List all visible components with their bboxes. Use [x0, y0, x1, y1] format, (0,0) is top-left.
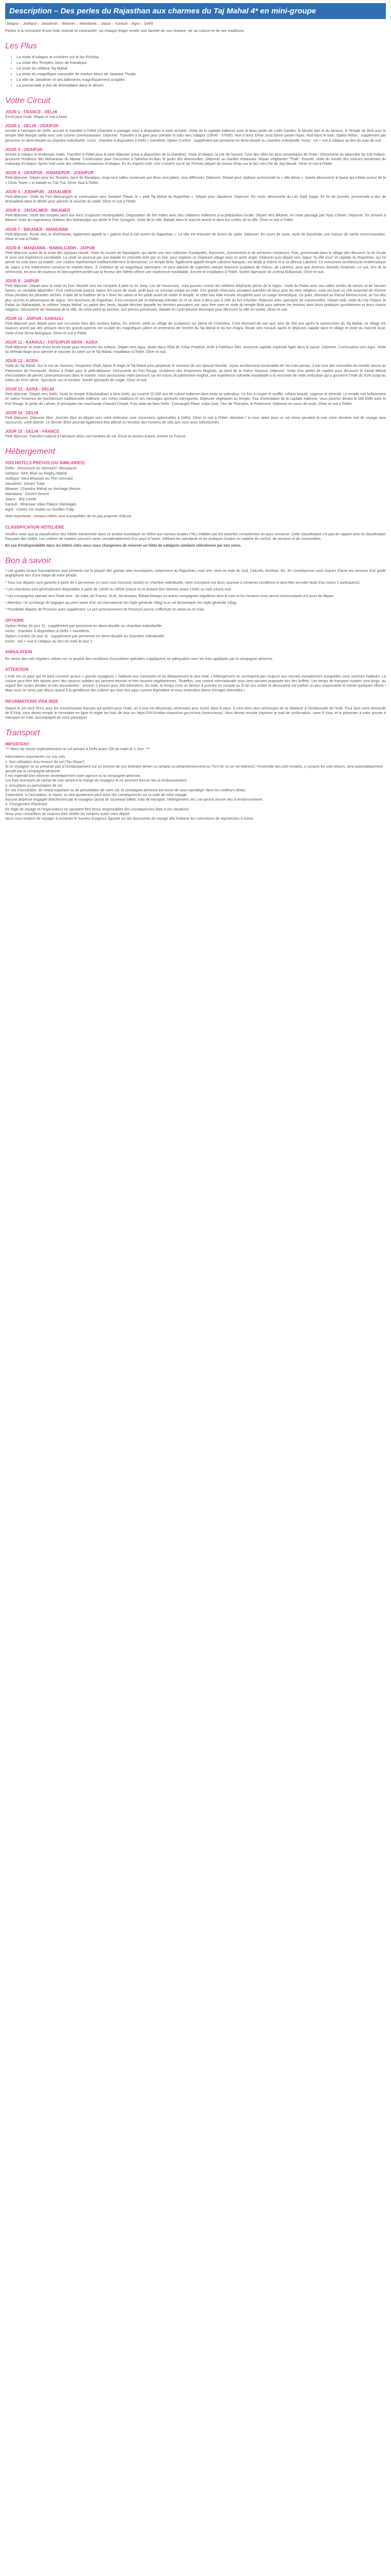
info-paragraph: * Les guides locaux francophones sont présents sur la plupart des grands sites touristiques, notamment au Rajasthan, mais très rares en Inde du Sud, Calcutta, Amritsar, etc. En conséquence vous risquez d'avoir les services d'un guide anglophone lors d'une étape de votre périple.: [5, 569, 386, 578]
option-line: Inclut : chambre à disposition à Delhi + transferts.: [5, 628, 90, 633]
info-paragraph: * Les compagnies opérant vers l'Inde sont : Air India, Air France, KLM, Jet Airways, Etihad Airways ou autres compagnies régulières dont le nom et les horaires vous seront communiqués à 8 jours du départ.: [5, 594, 335, 598]
accommodation-heading: Hébergement: [5, 447, 55, 456]
attention-text: L'Inde est un pays qui ne peut convenir qu'aux « grands voyageurs » habitués aux contrastes et au dépaysement le plus total. L'hébergement ne correspond pas toujours aux normes européennes auxquelles nous sommes habitués. La cuisine peut être très épicée avec des saveurs subtiles qui peuvent étonner et très souvent végétariennes. Toutefois, une cuisine internationale vous sera souvent proposée lors des buffets. Les temps de transport routiers sont longs, au regard des routes étroites et très encombrées : environ 3 heures pour 200 kilomètres. En Inde, le temps n'est un facteur à prendre en compte au fil de vos visites et découverte est parfois un peu surprenante et mérite quelques efforts ! Mais vous ne serez pas déçus quand à la gentillesse des indiens qui mise leur pays comme légendaire et vous reviendrez pleins d'images éternelles !: [5, 674, 386, 693]
itinerary-heading: Votre Circuit: [5, 96, 51, 105]
itinerary-day: [5, 171, 386, 185]
day-title: JOUR 7 : BIKANER - MANDAWA: [5, 227, 68, 232]
note-line: En règle de voyage et l'organisateur ne sauraient être tenus responsables des conséquences liées à ces situations.: [5, 807, 190, 811]
list-item: • La visite d'Udaipur et croisière sur le lac Pichola: [17, 54, 386, 60]
itinerary-day: [5, 110, 386, 120]
classification-title: CLASSIFICATION HÔTELIÈRE: [5, 524, 64, 530]
day-text: Petit déjeuner. Départ pour la visite du Fort. Montée vers les remparts à pied ou en Jeep. Les de l'ascension, vous pourrez croiser les célèbres éléphants peints de la région. Visite du Palais avec ses salles serties de miroirs et de l'ancien harem, un véritable labyrinthe ! Puis redescente jusqu'à Jaipur. En cours de route, arrêt pour un concept unique en Inde. Ces grands réservoirs servaient autrefois de lieux pour les rites religieux, mais ont joué un rôle essentiel de réserve d'eau pendant les périodes sèches. Il date de la tradition de la « lever les saints et les poids avant de visiter le temple, et cette eau était ensuite récupérée pour un usage domestique. Ce puits, étonnant au Panna Meena Kund, se l'un des plus secrets et pittoresques de Jaipur. Ses bouchons de Rajasthan, il est construit par le Maharaja d'Amber en et se situe à deux pas à côté du fort d'Amber. Déjeuner avec spectacle de marionnettes. Départ midi, visite du City Palace, le Palais du Maharadjah, le célèbre "Hawa Mahal" ou palais des Vents, façade décrites laquelle les femmes pouvaient voir sans être vues et visite du temple Birla pour admirer les festives dans leurs pratiques quotidiennes et leurs chants religieux. Découverte de l'artisanat de la ville, du coton peint au pochoir, aux pierres précieuses. Balade en cyclo-pousse électrique pour découvrir la ville en soirée. Dîner et nuit.: [5, 284, 386, 312]
day-title: JOUR 13 : AGRA - DELHI: [5, 387, 54, 392]
itinerary-day: [5, 387, 386, 406]
itinerary-day: [5, 429, 386, 439]
route-line: Udaipur – Jodhpur – Jaisalmer – Bikaner – Mandawa – Jaipur – Karauli – Agra – Delhi: [5, 21, 153, 26]
day-text: Arrivée à l'aéroport de Delhi, accueil et transfert à l'hôtel (chambre à partager mise à disposition à votre arrivée). Visite de la capitale indienne avec le beau jardin de Lodhi Garden, le Mosée dart et du fameux, le Temple de Birla puis le temple Sikh Bangla sahib avec une cuisine communautaire. Déjeuner. Transfert à la gare pour prendre le train vers Udaipur (19h40 - 07h05). Nuit à bord. Dîner sous forme panier-repas. Nuit dans le train. Option Relax : supplément par personne en demi-double ou chambre individuelle. Inclut : chambre à disposition à Delhi + transferts. Option Confort : supplément par personne en demi-double ou chambre individuelle. Inclut : vol + nuit à Udaipur au lieu du train de nuit.: [5, 129, 386, 143]
note-line: Nous vous conseillons de toujours bien vérifier les horaires avant votre départ.: [5, 812, 131, 816]
hotel-note: Note importante : certains hôtels sont susceptibles de ne pas proposer d'alcool.: [5, 515, 133, 519]
day-title: JOUR 5 : JODHPUR - JAISALMER: [5, 189, 72, 194]
list-item: • La visite des Temples Jains de Ranakpur: [17, 60, 386, 65]
day-text: Petit-déjeuner. Visite du Fort Mehrangarh et continuation vers Jaswant Thada, le « petit Taj Mahal du Rajasthan ». Départ pour Jaisalmer. Déjeuner. En route, découverte du Lac Gadi Sagar. En fin de journée, promenade à dos de dromadaire dans le désert pour admirer le coucher du soleil. Dîner et nuit à l'hôtel.: [5, 195, 386, 204]
list-item: • La promenade à dos de dromadaire dans le désert: [17, 82, 386, 88]
cancellation-title: ANNULATION: [5, 649, 32, 654]
hotel-line: Jodhpur: Devi Bhawan ou The Ummaid: [5, 476, 73, 481]
availability-text: En cas d'indisponibilité dans les hôtels cités nous nous chargerons de réserver un hôtel de catégorie similaire sélectionné par nos soins.: [5, 544, 241, 548]
hotel-line: Jaipur : Brij Castle: [5, 497, 37, 502]
day-title: JOUR 14 : DELHI: [5, 410, 39, 415]
itinerary-day: [5, 208, 386, 223]
note-line: Il est impératif d'en informer immédiatement notre agence ou la compagnie aérienne.: [5, 774, 141, 778]
day-title: JOUR 10 : JAIPUR - KARAULI: [5, 316, 63, 321]
info-paragraph: * Tous nos départs sont garantis à partir de 2 personnes (si vous vous inscrivez seul(e) en chambre individuelle, votre inscription est donc soumise à certaines conditions et peut être annulée faute d'au moins 2 participants).: [5, 581, 361, 585]
itinerary-day: [5, 246, 386, 275]
day-title: JOUR 12 : AGRA: [5, 359, 38, 364]
info-paragraph: * Les chambres sont généralement disponibles à partir de 14h00 ou 15h00 (check in) et doivent être libérées avant 11h00 ou midi (check out).: [5, 587, 232, 591]
day-text: Petit-déjeuner. Visite des temples jains aux lions sculptures remarquables. Dégustation de thé Indien avec des collations indiennes à la préparation locale. Départ vers Bikaner, en route passage par Vyas Chhatri. Déjeuner. En arrivant à Bikaner visite du majestueux château des Maharadjas qui abrite le Fort Junagarh. Visite de la ville. Balade dans le marché animé et dans les ruelles de la ville. Dîner et nuit à l'hôtel.: [5, 214, 386, 223]
option-line: Option Confort (le jour 2) : supplément par personne en demi-double ou chambre individuelle: [5, 633, 165, 638]
document-page: [5, 0, 386, 821]
day-text: Petit-déjeuner puis départ pour une excursion hors des sentiers battus. En chemin, arrêt au village de sculpteurs sur pierre de Chandera. C'est étonnant de voir que, plus de 350 ans après la construction du Taj Mahal, ce village est toujours animé par des artisans dont les grands-parents ont sculpté les magnifiques piliers et ornements de l'entrée du Taj Mahal et du fort d'Agra. Route vers Karauli. Après le déjeuner, balade dans le village et visite du marché local. Visite d'une ferme biologique. Dîner et nuit à l'hôtel.: [5, 322, 386, 335]
hotel-line: Mandawa : Desert Resort: [5, 492, 50, 497]
day-title: JOUR 15 : DELHI - FRANCE: [5, 429, 59, 434]
note-line: 1. Non-utilisation d'un tronçon de vol ("No-Show"): [5, 760, 85, 764]
list-item: • La visite du célèbre Taj Mahal: [17, 65, 386, 71]
hotel-line: Udaipur: SKK Blue ou Raghu Mahal: [5, 471, 67, 476]
day-text: Envol pour l'Inde. Repas et nuit à bord.: [5, 115, 68, 119]
hotel-line: Jaisalmer: Desert Tulip: [5, 481, 45, 486]
hotel-line: Karauli : Bhanwar Vilas Palace (Heritage): [5, 502, 76, 507]
good-to-know-heading: Bon à savoir: [5, 556, 51, 566]
day-text: Petit-déjeuner. Départ pour les Temples Jains de Ranakpur, vingt-neuf salles soutenues par deux cent piliers, tous différents. Déjeuner. Départ pour Jodhpur surnommée la « ville bleue ». Soirée découverte le bazar qui s'étale autour de la « Clock Tower » et balade en Tuk-Tuk. Dîner. Nuit à l'hôtel.: [5, 176, 386, 185]
day-text: Petit déjeuner. Déjeuner libre. Journée libre ou départ vers votre extension (voir excursions optionnelles à Delhi). Dîner et nuit à l'hôtel. Attention ! si vous optez pour un vol retour pendant la nuit, votre dernière nuit de voyage sera raccourcie, votre attente. Le dernier dîner pourrait également être affecté en fonction des horaires de vols que vous avez sélectionnés.: [5, 416, 386, 425]
itinerary-day: [5, 359, 386, 383]
day-text: Petit-déjeuner avant de la visite des typiques Haveli. Visite du musée de Nawalgarh, qui abrite une rare collection d'antiquités, d'armures, d'ornements et de peintures miniatures. Puis, promenade dans le village afin découvrir la vie locale et vivre une expérience inoubliable. La visite se poursuit par une balade en charrette tirée par un âne, pour explorer ce charmant village sous un autre angle. Déjeuner puis départ vers Jaipur "la ville rose" et capitale du Rajasthan, qui fut peinte en rose dans sa totalité, une couleur représentant traditionnellement la bienvenue. Le temple Birla, également appelé temple Lakshmi Narayan, est dédié à Vishnu et à sa déesse Lakshmi. Ce monument architectural emblématique de Jaipur a été entièrement construit en marbre blanc. À l'intérieur de ce magnifique sanctuaire, on peut admirer de superbes statues finement sculptées de Vishnu, de Lakshmi, ainsi que diverses divinités hindoues. Le soir, lors de la cérémonie, les jeux de couleurs et l'atmosphère portée par la ferveur des fidèles offrent une expérience inoubliable. Arrivée et installation à l'hôtel. Soirée Spectacle de cinéma Bollywood. Dîner et nuit.: [5, 251, 386, 274]
hotel-line: Agra : Clarks Inn Suites ou Golden Tulip: [5, 507, 74, 512]
hotel-line: Bikaner: Chandra Mahal ou Heritage Resort: [5, 486, 80, 492]
attention-title: ATTENTION: [5, 667, 29, 672]
options-title: OPTIONS: [5, 618, 24, 623]
day-title: JOUR 4 : UDAIPUR - RANAKPUR - JODHPUR: [5, 171, 94, 176]
transport-subtitle: IMPORTANT: [5, 742, 29, 747]
option-line: Option Relax (le jour 2) : supplément par personne en demi-double ou chambre individuelle: [5, 623, 162, 628]
day-title: JOUR 3 : UDAIPUR: [5, 147, 43, 152]
itinerary-day: [5, 340, 386, 354]
info-paragraph: * Attention ! le surcharge de bagages qui peut varier d'un vol international (en règle générale 20kg) à un vol domestique (en règle générale 15kg).: [5, 601, 238, 605]
day-text: Petit déjeuner. Départ vers Delhi. Visite du temple d'Akshardham à New Delhi, qui incarne 10 000 ans de culture indienne dans toute sa splendeur. Un lieu à couper le souffle, mêlant beauté, sagesse et sérénité. Le temple met brillamment en valeur l'essence de l'architecture traditionnelle indienne, ses riches traditions et ses messages spirituels intemporels. Déjeuner végétarien au temple. Tour d'orientation de la capitale indienne. Vous pourrez devant le Old Delhi avec le Fort Rouge, le jardin de Lahore, le principale rue marchande Chandni Chowk. Puis visite de New Delhi : Connaught Place, India Gate, l'Arc de Triomphe, le Parlement. Déjeuner en cours de route. Dîner et nuit à l'hôtel.: [5, 393, 386, 406]
day-title: JOUR 1 : FRANCE - DELHI: [5, 110, 57, 114]
note-line: Nous vous invitons de voyager à contacter le numéro d'urgence figurant sur les documents de voyage afin d'obtenir les instructions de reprotection à suivre.: [5, 817, 254, 821]
itinerary-day: [5, 190, 386, 204]
day-title: JOUR 9 : JAIPUR: [5, 279, 39, 284]
itinerary-day: [5, 279, 386, 312]
classification-text: Veuillez noter que la classification des hôtels mentionnée dans ce produit touristique se réfère aux normes locales (*NL) établies par les autorités compétentes du pays concerné. Cette classification n'a pas de rapport avec la classification française des hôtels. Les critères de notation peuvent varier considérablement d'un pays à l'autre, reflétant les standards et les pratiques locales en matière de confort, de services et de commodités.: [5, 532, 386, 541]
note-line: Informations importantes sur vos vols: [5, 755, 65, 759]
day-text: Petit-déjeuner. Route vers la Shekhawati, également appelé la « galerie d'art à ciel ouvert du Rajasthan ». La ville est entourée de dunes de sable. Déjeuner. En cours de route, visite de Gaushala, une maison de vache communautaire. Dîner et nuit à l'hôtel.: [5, 232, 386, 241]
itinerary-day: [5, 316, 386, 336]
day-title: JOUR 2 : DELHI - UDAIPUR: [5, 124, 59, 129]
page-title: Description – Des perles du Rajasthan aux charmes du Taj Mahal 4* en mini-groupe: [9, 7, 316, 15]
note-line: Aucune dépense engagée directement par le voyageur (achat de nouveaux billets, frais de transport, hébergement, etc.) ne pourra donner lieu à remboursement.: [5, 798, 264, 802]
transport-heading: Transport: [5, 728, 40, 738]
itinerary-day: [5, 227, 386, 242]
itinerary-day: [5, 124, 386, 143]
visa-text: Depuis le 1er Avril 2015, pour les ressortissants français qui partent pour l'Inde, un e-visa est désormais nécessaire pour entrer dans le pays. Il n'est donc plus nécessaire de se déplacer à l'Ambassade de l'Inde. Pour faire votre demande de E'Visa, vous devez remplir le formulaire en ligne et régler les frais de visa sur https://XXX/indian-visaonline.gov.in/visa (Instructions). Vous devrez ensuite imprimer le mail de confirmation, votre E-Visa, et le présenter à votre arrivée à l'aéroport en Inde, accompagné de votre passeport.: [5, 706, 386, 720]
transport-notes: [5, 747, 386, 821]
highlights-list: [17, 54, 386, 88]
list-item: • La ville de Jaisalmer et ses bâtiments magnifiquement sculptés: [17, 77, 386, 82]
note-line: 3. Changement d'itinéraire: [5, 803, 47, 807]
cancellation-text: En raison des vols réguliers utilisés sur ce produit des conditions d'annulation spéciales s'appliquent, en adéquation avec les frais appliqués par la compagnie aérienne.: [5, 657, 273, 661]
day-text: Petit-déjeuner et visite d'une école locale pour rencontrer les enfants. Départ vers Agra, située dans l'État de l'Uttar Pradesh. Arrêt à Fatehpur Sikri, ancienne capitale impériale figée dans le passé. Déjeuner. Continuation vers Agra. Visite du Mehtab Bagh pour admirer le coucher du soleil sur le Taj Mahal. Installation à l'hôtel. Dîner et nuit.: [5, 345, 386, 354]
day-title: JOUR 6 : JAISALMER - BIKANER: [5, 208, 70, 213]
title-banner: [5, 3, 386, 19]
hotels-subtitle: VOS HOTELS PRÉVUS (OU SIMILAIRES): [5, 461, 85, 466]
note-line: 2. Annulation ou perturbation de vol: [5, 784, 62, 788]
tagline: Partez à la rencontre d'une Inde vivante et contrastée, où chaque étape révèle une facette de son histoire, de sa culture et de ses traditions.: [5, 28, 245, 33]
list-item: • La visite du magnifique mausolée de marbre blanc de Jaswant Thada: [17, 71, 386, 77]
itinerary-day: [5, 147, 386, 167]
itinerary-day: [5, 411, 386, 425]
day-text: Visite du Taj Mahal. Sur la rive du Yamuna, l'empereur Shah Jahan fit ériger le Taj Mahal pour perpétuer le souvenir de son épouse favorite. Joyau architectural inestimable de l'art indo-persan, il est l'une des merveilles du monde classé au Patrimoine de l'Humanité. Retour à l'hôtel pour le petit-déjeuner. Découverte du Fort Rouge, résidence des Empereurs Moghols, au bord de la rivière Yamuna. Déjeuner. Visite d'un atelier de marbre pour découvrir le travail délicat d'incrustation de pierres semi-précieuses dans le marbre. Vous poursuivrez votre parcours sur les traces du patrimoine moghol, une expérience culturelle inoubliable à la rencontre de cette civilisation qui a gouverné l'Inde du XVIe jusqu'au milieu du XIXe siècle. Spectacle son et lumière. Soirée spectacle de magie. Dîner et nuit.: [5, 364, 386, 382]
day-text: Petit déjeuner. Transfert matinal à l'aéroport selon vos horaires de vol. Envol et service à bord. Arrivée en France.: [5, 435, 187, 439]
day-title: JOUR 8 : MANDAWA - NAWALGARH - JAIPUR: [5, 246, 95, 251]
note-line: Cependant, si l'annulation, le report, ou tout ajustement peut avoir des conséquences sur la suite de votre voyage.: [5, 793, 188, 798]
day-text: Arrivée à Udaipur le lendemain matin. Transfert à l'hôtel pour le petit-déjeuner (mise à disposition de la chambre). Visite d'Udaipur, la cité de l'aurore, l'une des villes les plus romantiques de l'Inde ! Découverte du labyrinthe du City Palace, ancienne résidence des Maharanas du Mewar. Continuation pour l'excursion à Sahelion-Ki-Bari, le jardin des demoiselles. Déjeuner au Garden restaurant. Repas Végétarien "Thali". Ensuite, visite du musée des voitures anciennes du maharaja d'Udaipur. Après-midi visite des célèbres miniatures d'Udaipur. En fin d'après-midi, mini croisière sur le lac Pichola (départ du niveau d'eau sur le lac) vers l'île de Jag Mandir. Dîner et nuit à l'hôtel.: [5, 152, 386, 166]
visa-title: INFORMATIONS VISA INDE: [5, 699, 59, 704]
note-line: *** Merci de choisir impérativement un vol arrivant à Delhi avant 10h du matin le 1 Jour. ***: [5, 748, 150, 752]
highlights-heading: Les Plus: [5, 42, 37, 50]
info-paragraph: * Possibilité départs de Province avec supplément. Le pré-acheminement de Province pourra s'effectuer en avion ou en train.: [5, 608, 205, 612]
hotel-line: Delhi : Devonture ou Hemeji37 (Boutique): [5, 466, 77, 471]
note-line: Si un voyageur ne se présente pas à l'embarquement sur un tronçon de son itinéraire aérien (a compris un préacheminement ou TGV Air ou un vol intérieur), l'ensemble des vols restants, y compris les vols retours, sera automatiquement annulé par la compagnie aérienne.: [5, 765, 383, 773]
day-title: JOUR 11 : KARAULI - FATEHPUR SIKRI - AGRA: [5, 340, 98, 345]
note-line: En cas d'annulation, de retard important ou de perturbation de votre vol, la compagnie aérienne est tenue de vous reprotéger dans les meilleurs délais.: [5, 788, 247, 792]
note-line: Les frais éventuels de rachat de vols seront à la charge du voyageur et ne pourront donner lieu à remboursement.: [5, 779, 187, 783]
option-line: Inclut : vol + nuit à Udaipur au lieu du train le jour 2.: [5, 638, 94, 643]
